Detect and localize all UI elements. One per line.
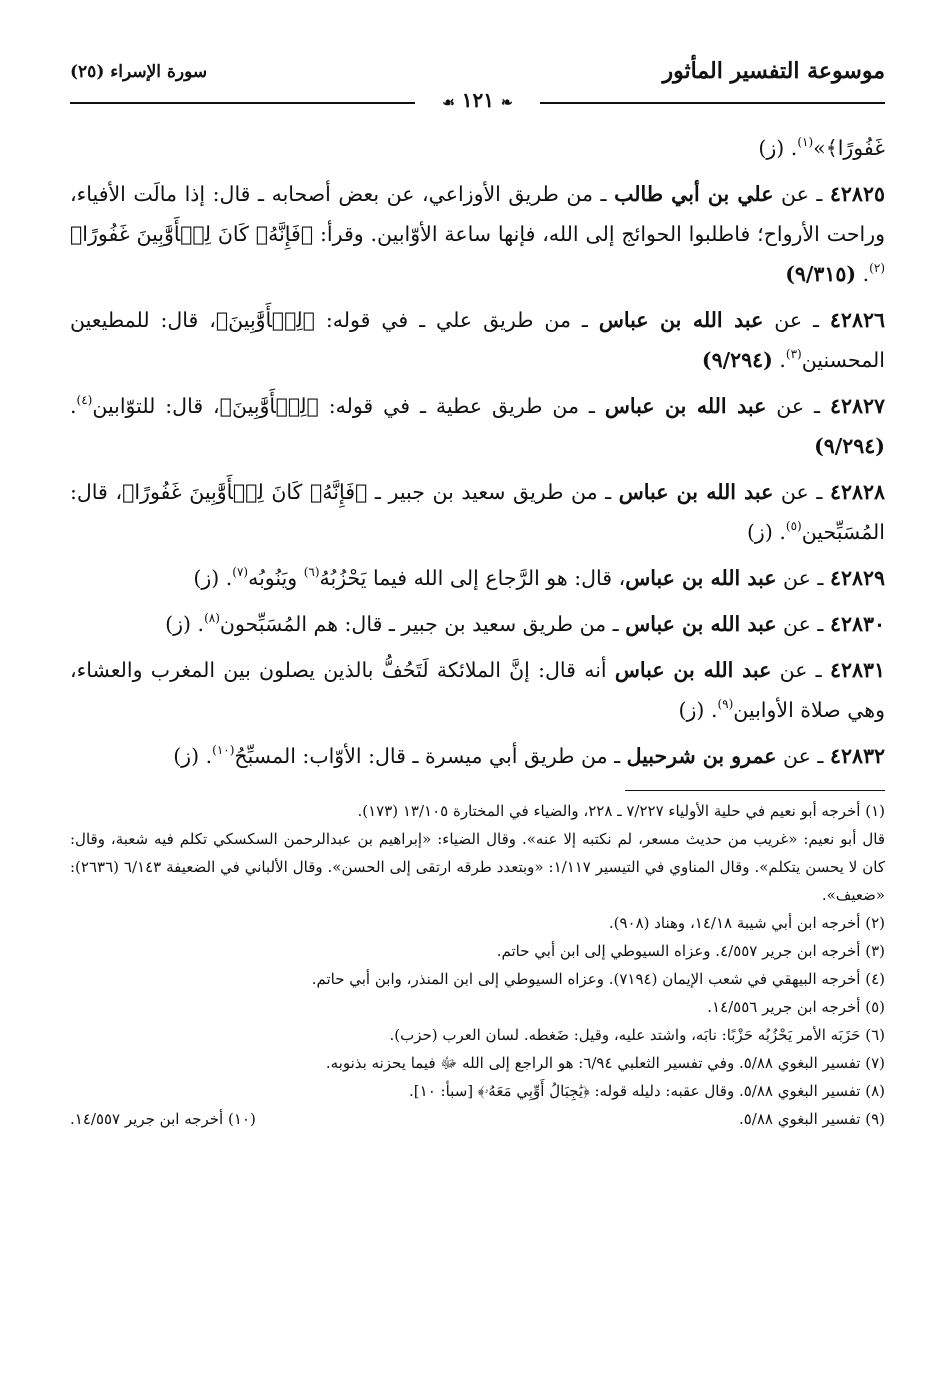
entry-post: . bbox=[70, 394, 77, 418]
entry-text3: ويَنُوبُه bbox=[248, 566, 304, 590]
entry-pre: ـ عن bbox=[776, 744, 830, 768]
entry-pre: ـ عن bbox=[763, 308, 830, 332]
footnote: (٩) تفسير البغوي ٥/٨٨. bbox=[738, 1110, 885, 1128]
entry-pre: ـ عن bbox=[773, 480, 830, 504]
narration-entry bbox=[70, 174, 885, 294]
page bbox=[70, 50, 885, 1133]
footnote: (١) أخرجه أبو نعيم في حلية الأولياء ٧/٢٢٧ ـ ٢٢٨، والضياء في المختارة ١٣/١٠٥ (١٧٣). bbox=[357, 802, 885, 820]
reference: (٩/٣١٥) bbox=[785, 262, 857, 286]
entry-text: ـ من طريق سعيد بن جبير ـ قال: هم المُسَبِّحون bbox=[219, 612, 626, 636]
narration-entry bbox=[70, 386, 885, 466]
quran-verse: غَفُورًا﴾» bbox=[813, 136, 885, 160]
narrator-name: عبد الله بن عباس bbox=[614, 658, 772, 682]
entry-text: أنه قال: إنَّ الملائكة لَتَحُفُّ بالذين يصلون بين المغرب والعشاء، وهي صلاة الأوابين bbox=[70, 658, 885, 722]
narration-entry bbox=[70, 604, 885, 644]
footnote-marker: (٧) bbox=[232, 565, 249, 579]
narrator-name: علي بن أبي طالب bbox=[614, 182, 774, 206]
entry-number: ٤٢٨٢٥ bbox=[829, 182, 885, 206]
entry-post: . (ز) bbox=[193, 566, 233, 590]
narrator-name: عبد الله بن عباس bbox=[604, 394, 767, 418]
intro-line bbox=[70, 128, 885, 168]
reference: (٩/٢٩٤) bbox=[701, 348, 773, 372]
ornament-icon: ❧ bbox=[501, 95, 513, 111]
entry-text: ـ من طريق أبي ميسرة ـ قال: الأوّاب: المسبِّحُ bbox=[234, 744, 627, 768]
footnote: (٥) أخرجه ابن جرير ١٤/٥٥٦. bbox=[707, 998, 885, 1016]
footnote: (٦) حَزَبَه الأمر يَحْزُبُه حَزْبًا: نابَه، واشتد عليه، وقيل: ضَغطه. لسان العرب (حزب). bbox=[389, 1026, 885, 1044]
footnote: قال أبو نعيم: «غريب من حديث مسعر، لم نكتبه إلا عنه». وقال الضياء: «إبراهيم بن عبدالرحمن السكسكي تكلم فيه شعبة، وقال: كان لا يحسن يتكلم». وقال المناوي في التيسير ١/١١٧: «وبتعدد طرقه ارتقى إلى الحسن». وقال الألباني في الضعيفة ٦/١٤٣ (٢٦٣٦): «ضعيف». bbox=[70, 830, 886, 904]
narration-entry bbox=[70, 736, 885, 776]
header-rule-left bbox=[70, 102, 415, 104]
entry-number: ٤٢٨٣٠ bbox=[829, 612, 885, 636]
narrator-name: عبد الله بن عباس bbox=[598, 308, 764, 332]
entry-number: ٤٢٨٣٢ bbox=[829, 744, 885, 768]
entry-post: . (ز) bbox=[678, 698, 718, 722]
quran-verse: ﴿فَإِنَّهُۥ كَانَ لِلۡأَوَّٰبِينَ غَفُورًا﴾ bbox=[70, 222, 314, 246]
footnote: (٨) تفسير البغوي ٥/٨٨. وقال عقبه: دليله قوله: ﴿يَٰجِبَالُ أَوِّبِي مَعَهُۥ﴾ [سبأ: ١٠]. bbox=[409, 1082, 885, 1100]
narrator-name: عمرو بن شرحبيل bbox=[626, 744, 777, 768]
entry-pre: ـ عن bbox=[776, 612, 830, 636]
page-number: ١٢١ bbox=[461, 88, 495, 112]
entry-text: ـ من طريق علي ـ في قوله: bbox=[314, 308, 599, 332]
book-title: موسوعة التفسير المأثور bbox=[662, 58, 885, 84]
narration-entry bbox=[70, 300, 885, 380]
quran-verse: ﴿فَإِنَّهُۥ كَانَ لِلۡأَوَّٰبِينَ غَفُورًا﴾ bbox=[122, 480, 368, 504]
main-text bbox=[70, 128, 885, 776]
page-number-wrap bbox=[434, 88, 520, 112]
header-rule-right bbox=[540, 102, 885, 104]
narration-entry bbox=[70, 558, 885, 598]
entry-text: ـ من طريق عطية ـ في قوله: bbox=[318, 394, 605, 418]
reference: (٩/٢٩٤) bbox=[814, 434, 885, 458]
intro-suffix: . (ز) bbox=[758, 136, 798, 160]
footnote-marker: (٥) bbox=[785, 519, 802, 533]
footnote-marker: (٢) bbox=[869, 261, 885, 275]
quran-verse: ﴿لِلۡأَوَّٰبِينَ﴾ bbox=[219, 394, 319, 418]
header-rule bbox=[70, 88, 885, 128]
footnote: (٢) أخرجه ابن أبي شيبة ١٤/١٨، وهناد (٩٠٨). bbox=[608, 914, 885, 932]
entry-text2: ، قال: للمطيعين المحسنين bbox=[70, 308, 885, 372]
entry-text: ـ من طريق سعيد بن جبير ـ bbox=[367, 480, 619, 504]
narrator-name: عبد الله بن عباس bbox=[625, 612, 777, 636]
entry-text2: ، قال: للتوّابين bbox=[92, 394, 220, 418]
footnote-marker: (٤) bbox=[76, 393, 93, 407]
entry-post: . (ز) bbox=[746, 520, 786, 544]
ornament-icon: ☙ bbox=[442, 95, 455, 111]
footnote-divider bbox=[625, 790, 885, 791]
footnote-last-line bbox=[70, 1105, 885, 1133]
entry-number: ٤٢٨٢٨ bbox=[829, 480, 886, 504]
narrator-name: عبد الله بن عباس bbox=[625, 566, 777, 590]
footnote-marker: (٩) bbox=[717, 697, 734, 711]
narration-entry bbox=[70, 472, 885, 552]
footnote: (١٠) أخرجه ابن جرير ١٤/٥٥٧. bbox=[70, 1110, 256, 1128]
footnote-marker: (١٠) bbox=[212, 743, 235, 757]
entry-post: . (ز) bbox=[165, 612, 205, 636]
footnote-marker: (٦) bbox=[303, 565, 320, 579]
entry-text: ، قال: هو الرَّجاع إلى الله فيما يَحْزُبُهُ bbox=[319, 566, 626, 590]
quran-verse: ﴿لِلۡأَوَّٰبِينَ﴾ bbox=[215, 308, 315, 332]
footnote-marker: (٣) bbox=[785, 347, 802, 361]
footnote: (٧) تفسير البغوي ٥/٨٨. وفي تفسير الثعلبي ٦/٩٤: هو الراجع إلى الله ﷻ فيما يحزنه بذنوبه. bbox=[325, 1054, 885, 1072]
footnote-marker: (١) bbox=[797, 135, 814, 149]
entry-text: ـ من طريق الأوزاعي، عن بعض أصحابه ـ قال: إذا مالَت الأفياء، وراحت الأرواح؛ فاطلبوا الحوائج إلى الله، فإنها ساعة الأوّابين. وقرأ: bbox=[70, 182, 885, 246]
footnote-marker: (٨) bbox=[204, 611, 220, 625]
entry-post: . (ز) bbox=[173, 744, 213, 768]
entry-number: ٤٢٨٢٦ bbox=[829, 308, 885, 332]
entry-text2: ، قال: المُسَبِّحين bbox=[70, 480, 885, 544]
entry-pre: ـ عن bbox=[776, 566, 830, 590]
entry-pre: ـ عن bbox=[773, 182, 830, 206]
narrator-name: عبد الله بن عباس bbox=[618, 480, 774, 504]
entry-post: . bbox=[772, 348, 786, 372]
entry-pre: ـ عن bbox=[771, 658, 830, 682]
footnote: (٤) أخرجه البيهقي في شعب الإيمان (٧١٩٤). وعزاه السيوطي إلى ابن المنذر، وابن أبي حاتم. bbox=[311, 970, 885, 988]
entry-post: . bbox=[856, 262, 870, 286]
entry-number: ٤٢٨٢٩ bbox=[829, 566, 885, 590]
entry-number: ٤٢٨٣١ bbox=[829, 658, 885, 682]
footnotes bbox=[70, 797, 885, 1133]
entry-number: ٤٢٨٢٧ bbox=[829, 394, 885, 418]
page-header bbox=[70, 50, 885, 128]
surah-title: سورة الإسراء (٢٥) bbox=[70, 62, 208, 82]
narration-entry bbox=[70, 650, 885, 730]
footnote: (٣) أخرجه ابن جرير ٤/٥٥٧. وعزاه السيوطي إلى ابن أبي حاتم. bbox=[496, 942, 885, 960]
entry-pre: ـ عن bbox=[766, 394, 830, 418]
